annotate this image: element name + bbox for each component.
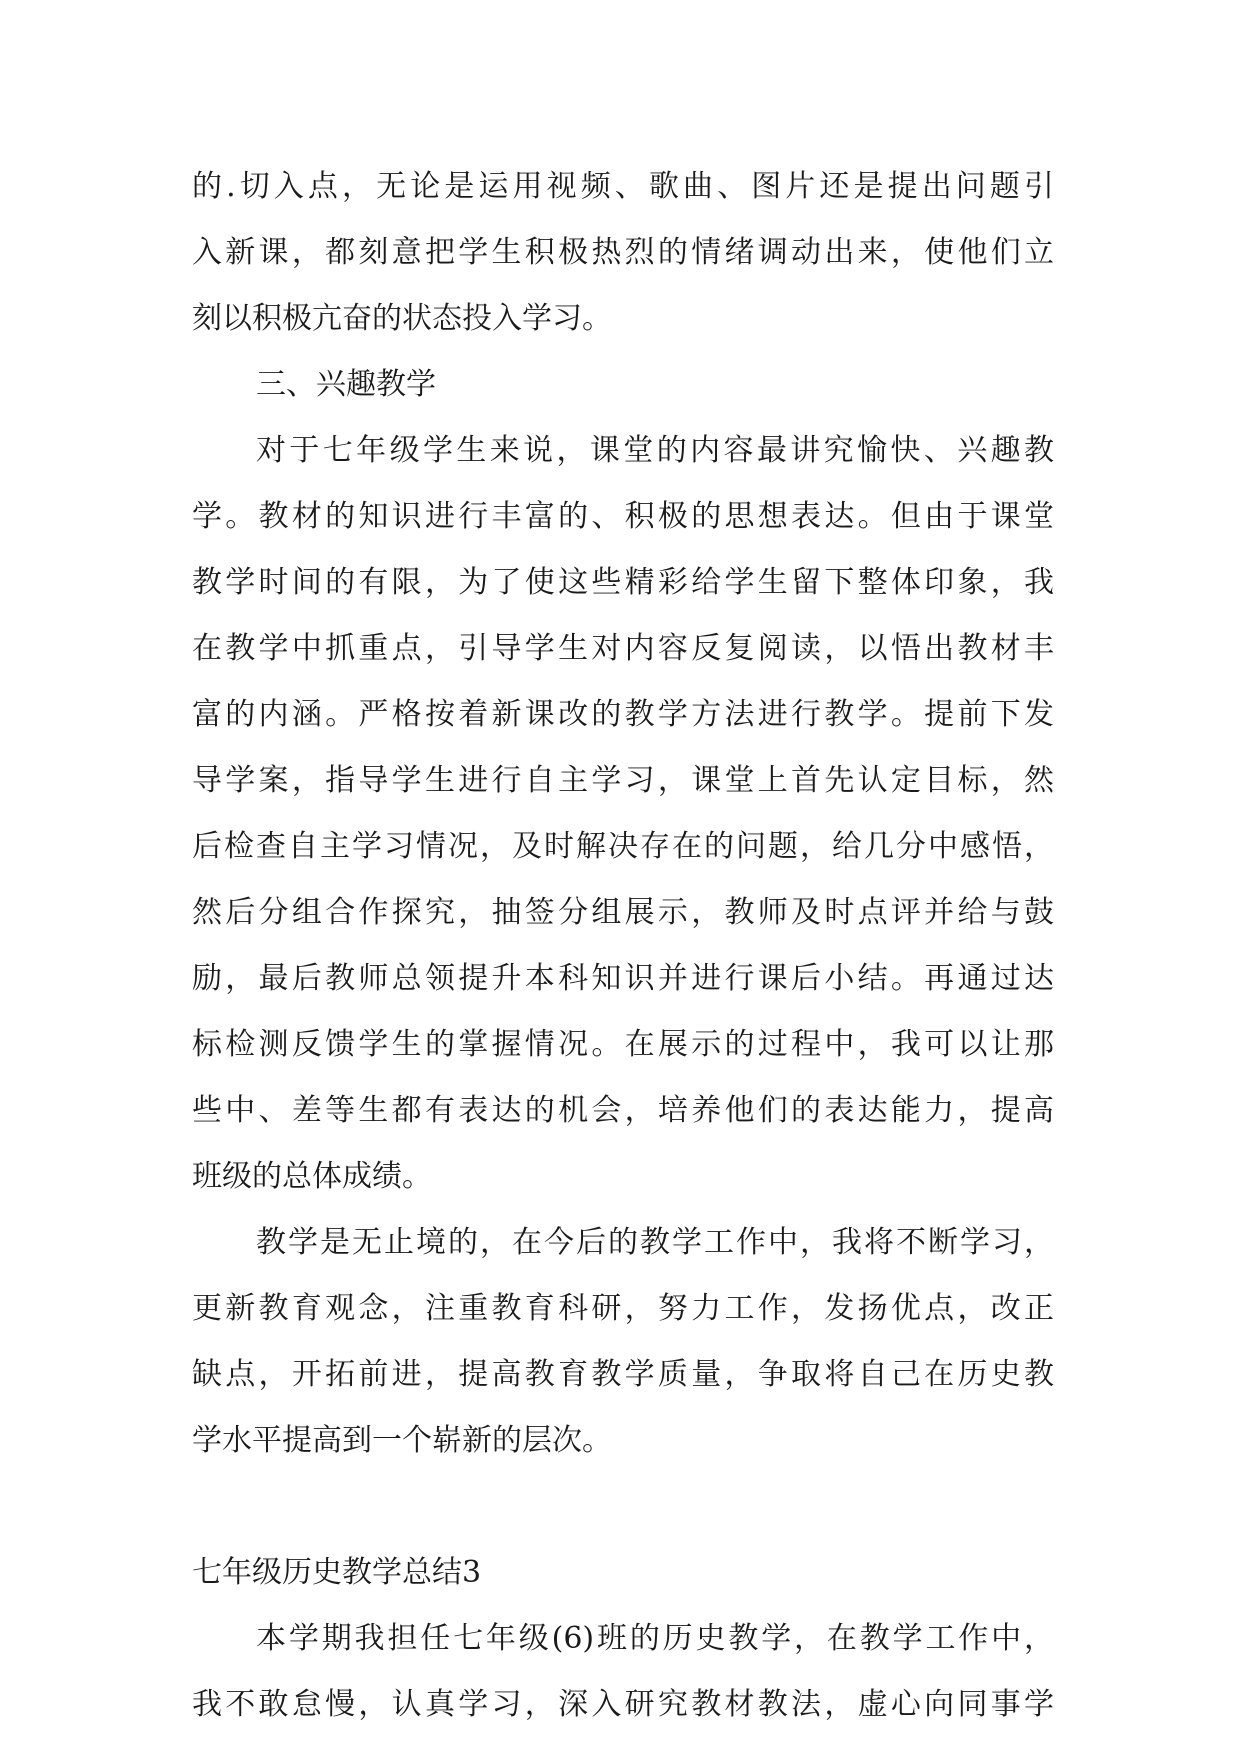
text-line: 本学期我担任七年级(6)班的历史教学，在教学工作中，: [256, 1621, 1054, 1656]
section-heading: 三、兴趣教学: [256, 367, 436, 402]
text-line: 我不敢怠慢，认真学习，深入研究教材教法，虚心向同事学: [192, 1687, 1054, 1722]
text-line: 班级的总体成绩。: [192, 1159, 432, 1194]
text-line: 后检查自主学习情况，及时解决存在的问题，给几分中感悟，: [192, 829, 1054, 864]
text-line: 的.切入点，无论是运用视频、歌曲、图片还是提出问题引: [192, 169, 1054, 204]
text-line: 学水平提高到一个崭新的层次。: [192, 1423, 612, 1458]
paragraph-gap: [192, 1474, 1054, 1540]
text-line: 然后分组合作探究，抽签分组展示，教师及时点评并给与鼓: [192, 895, 1054, 930]
document-page: [192, 154, 1054, 1738]
text-line: 学。教材的知识进行丰富的、积极的思想表达。但由于课堂: [192, 499, 1054, 534]
text-line: 富的内涵。严格按着新课改的教学方法进行教学。提前下发: [192, 697, 1054, 732]
text-line: 更新教育观念，注重教育科研，努力工作，发扬优点，改正: [192, 1291, 1054, 1326]
section-title: 七年级历史教学总结3: [192, 1555, 482, 1590]
text-line: 在教学中抓重点，引导学生对内容反复阅读，以悟出教材丰: [192, 631, 1054, 666]
text-line: 励，最后教师总领提升本科知识并进行课后小结。再通过达: [192, 961, 1054, 996]
text-line: 导学案，指导学生进行自主学习，课堂上首先认定目标，然: [192, 763, 1054, 798]
text-line: 缺点，开拓前进，提高教育教学质量，争取将自己在历史教: [192, 1357, 1054, 1392]
text-line: 些中、差等生都有表达的机会，培养他们的表达能力，提高: [192, 1093, 1054, 1128]
text-line: 教学时间的有限，为了使这些精彩给学生留下整体印象，我: [192, 565, 1054, 600]
text-line: 入新课，都刻意把学生积极热烈的情绪调动出来，使他们立: [192, 235, 1054, 270]
text-line: 标检测反馈学生的掌握情况。在展示的过程中，我可以让那: [192, 1027, 1054, 1062]
text-line: 教学是无止境的，在今后的教学工作中，我将不断学习，: [256, 1225, 1054, 1260]
text-line: 对于七年级学生来说，课堂的内容最讲究愉快、兴趣教: [256, 433, 1054, 468]
text-line: 刻以积极亢奋的状态投入学习。: [192, 301, 612, 336]
